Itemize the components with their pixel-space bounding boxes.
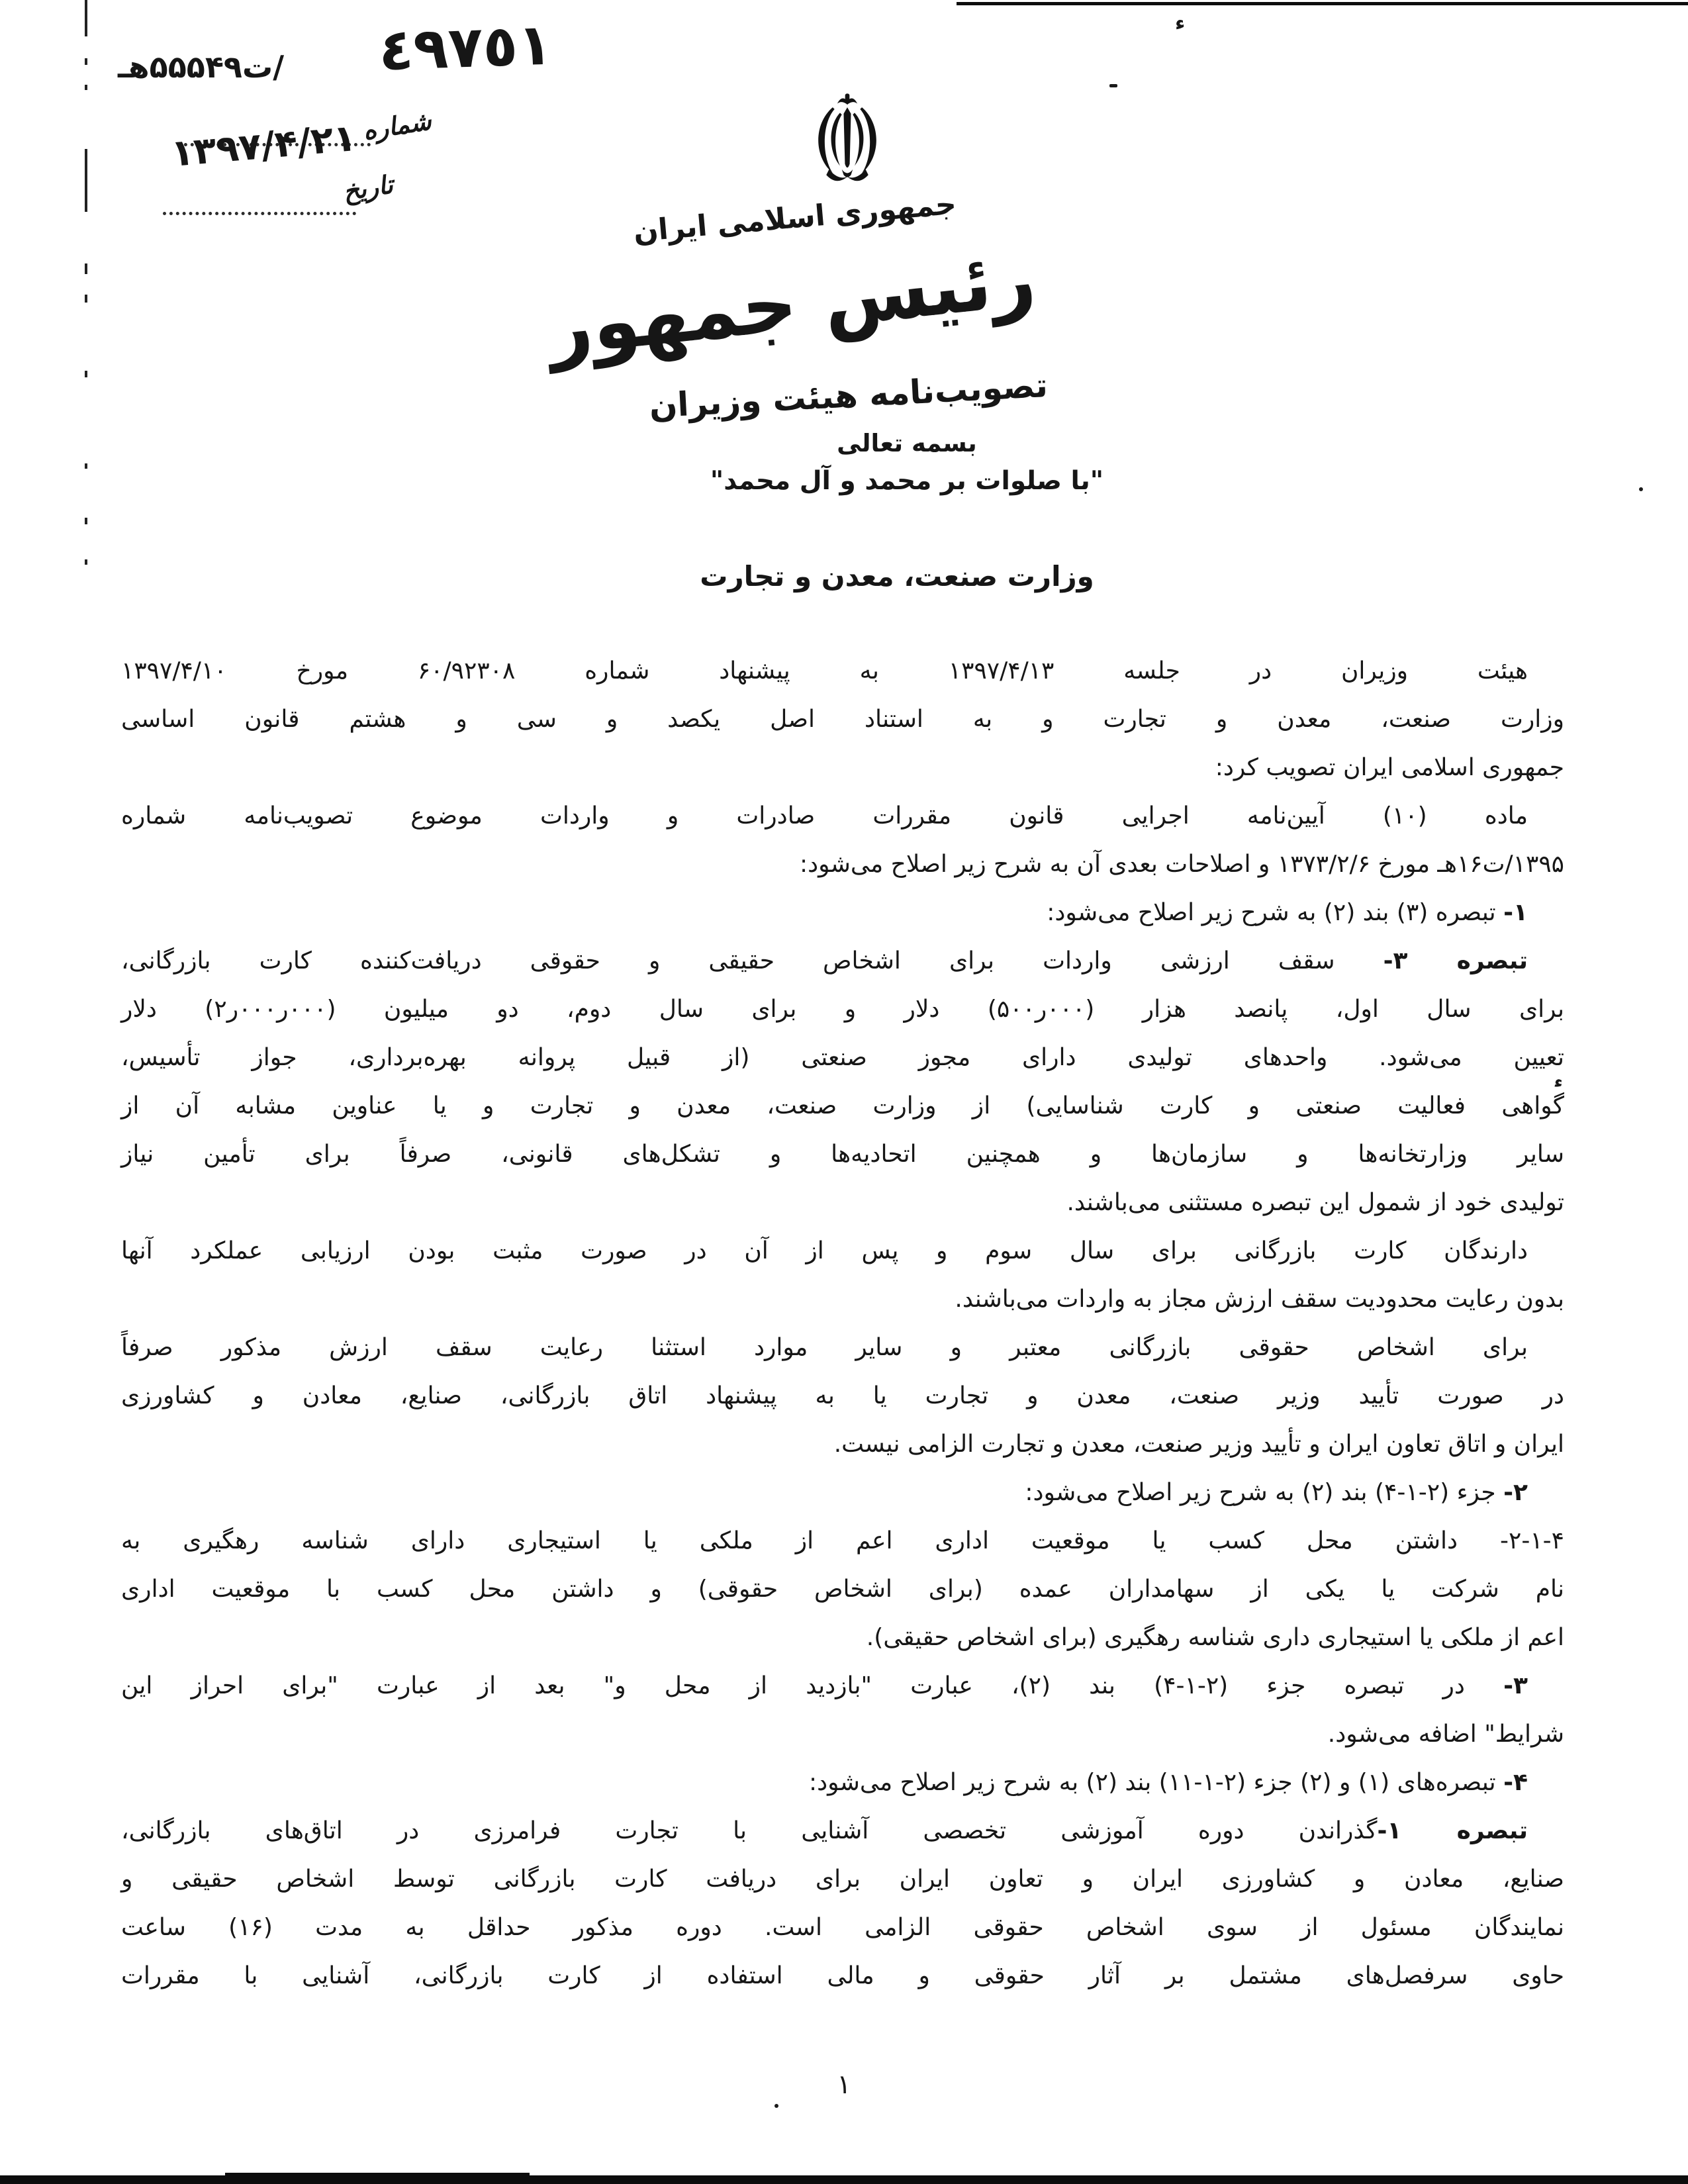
body-line: در صورت تأیید وزیر صنعت، معدن و تجارت یا به پیشنهاد اتاق بازرگانی، صنایع، معادن و کشاورزی [121,1382,1564,1409]
ink-mark: ء [1175,12,1186,35]
addressee-ministry-line: وزارت صنعت، معدن و تجارت [700,560,1094,593]
president-title: رئیس جمهور [543,233,1040,374]
body-line: ۴- تبصره‌های (۱) و (۲) جزء (۲-۱-۱۱) بند (۲) به شرح زیر اصلاح می‌شود: [808,1769,1528,1796]
body-line: ۱- تبصره (۳) بند (۲) به شرح زیر اصلاح می‌شود: [1047,899,1528,926]
ink-speck [1109,84,1117,87]
margin-dash [85,295,87,303]
date-label: تاریخ [341,169,395,207]
body-line: هیئت وزیران در جلسه ۱۳۹۷/۴/۱۳ به پیشنهاد شماره ۶۰/۹۲۳۰۸ مورخ ۱۳۹۷/۴/۱۰ [121,657,1528,685]
body-line: تبصره ۳- سقف ارزشی واردات برای اشخاص حقیقی و حقوقی دریافت‌کننده کارت بازرگانی، [121,947,1528,974]
body-line: ۳- در تبصره جزء (۲-۱-۴) بند (۲)، عبارت "بازدید از محل و" بعد از عبارت "برای احراز این [121,1672,1528,1699]
margin-dash [85,371,87,377]
body-text [121,647,1564,2000]
margin-dash [85,0,87,36]
body-line: دارندگان کارت بازرگانی برای سال سوم و پس از آن در صورت مثبت بودن ارزیابی عملکرد آنها [121,1237,1528,1264]
body-line: تولیدی خود از شمول این تبصره مستثنی می‌باشند. [1066,1189,1564,1216]
body-line: وزارت صنعت، معدن و تجارت و به استناد اصل یکصد و سی و هشتم قانون اساسی [121,706,1564,733]
body-line: گواهی فعالیت صنعتی و کارت شناسایی) از وزارت صنعت، معدن و تجارت و یا عناوین مشابه آن از [121,1092,1564,1119]
margin-dash [85,149,87,212]
date-dotted-line [163,185,356,215]
ink-speck [774,2104,778,2108]
country-title: جمهوری اسلامی ایران [632,187,958,250]
body-line: برای سال اول، پانصد هزار (۰۰۰ر۵۰۰) دلار و برای سال دوم، دو میلیون (۰۰۰ر۰۰۰ر۲) دلار [121,996,1565,1023]
number-label: شماره [361,106,434,146]
body-line: بدون رعایت محدودیت سقف ارزش مجاز به واردات می‌باشند. [955,1286,1564,1313]
body-line: ماده (۱۰) آیین‌نامه اجرایی قانون مقررات صادرات و واردات موضوع تصویب‌نامه شماره [121,802,1528,830]
body-line: برای اشخاص حقوقی بازرگانی معتبر و سایر موارد استثنا رعایت سقف ارزش مذکور صرفاً [121,1334,1528,1361]
ink-mark: ء [1552,1071,1566,1094]
salawat-line: "با صلوات بر محمد و آل محمد" [710,466,1104,496]
body-line: ۲-۱-۴- داشتن محل کسب یا موقعیت اداری اعم از ملکی یا استیجاری دارای شناسه رهگیری به [121,1527,1564,1554]
body-line: ۲- جزء (۲-۱-۴) بند (۲) به شرح زیر اصلاح می‌شود: [1025,1479,1528,1506]
margin-dash [85,85,87,90]
scan-bottom-edge-artifact [0,2175,1688,2184]
body-line: ۱۳۹۵/ت۱۶هـ مورخ ۱۳۷۳/۲/۶ و اصلاحات بعدی آن به شرح زیر اصلاح می‌شود: [799,851,1564,878]
margin-dash [85,518,87,524]
besmele-line: بسمه تعالی [837,429,977,457]
body-line: حاوی سرفصل‌های مشتمل بر آثار حقوقی و مالی استفاده از کارت بازرگانی، آشنایی با مقررات [121,1962,1564,1989]
body-line: نمایندگان مسئول از سوی اشخاص حقوقی الزامی است. دوره مذکور حداقل به مدت (۱۶) ساعت [121,1914,1565,1941]
margin-dash [85,263,87,274]
body-line: اعم از ملکی یا استیجاری داری شناسه رهگیری (برای اشخاص حقیقی). [866,1624,1564,1651]
date-handwritten: ۱۳۹۷/۴/۲۱ [169,116,358,176]
body-line: نام شرکت یا یکی از سهامداران عمده (برای اشخاص حقوقی) و داشتن محل کسب با موقعیت اداری [121,1576,1564,1603]
iran-emblem-icon [801,93,894,184]
doc-type-title: تصویب‌نامه هیئت وزیران [648,365,1049,426]
body-line: صنایع، معادن و کشاورزی ایران و تعاون ایران برای دریافت کارت بازرگانی توسط اشخاص حقیقی و [121,1866,1564,1893]
body-line: سایر وزارتخانه‌ها و سازمان‌ها و همچنین اتحادیه‌ها و تشکل‌های قانونی، صرفاً برای تأمین نیاز [121,1141,1564,1168]
body-line: جمهوری اسلامی ایران تصویب کرد: [1215,754,1564,781]
resolution-number-handwritten: ٤٩٧٥١ [377,11,554,84]
scan-top-edge-artifact [957,2,1688,5]
margin-dash [85,58,87,65]
page-number: ۱ [837,2069,851,2100]
body-line: تعیین می‌شود. واحدهای تولیدی دارای مجوز صنعتی (از قبیل پروانه بهره‌برداری، جواز تأسیس، [121,1044,1564,1071]
body-line: تبصره ۱-گذراندن دوره آموزشی تخصصی آشنایی با تجارت فرامرزی در اتاق‌های بازرگانی، [121,1817,1528,1844]
body-line: ایران و اتاق تعاون ایران و تأیید وزیر صنعت، معدن و تجارت الزامی نیست. [833,1431,1564,1458]
body-line: شرایط" اضافه می‌شود. [1327,1721,1564,1748]
resolution-number-printed-suffix: /ت۵۵۵۴۹هـ [118,49,285,85]
